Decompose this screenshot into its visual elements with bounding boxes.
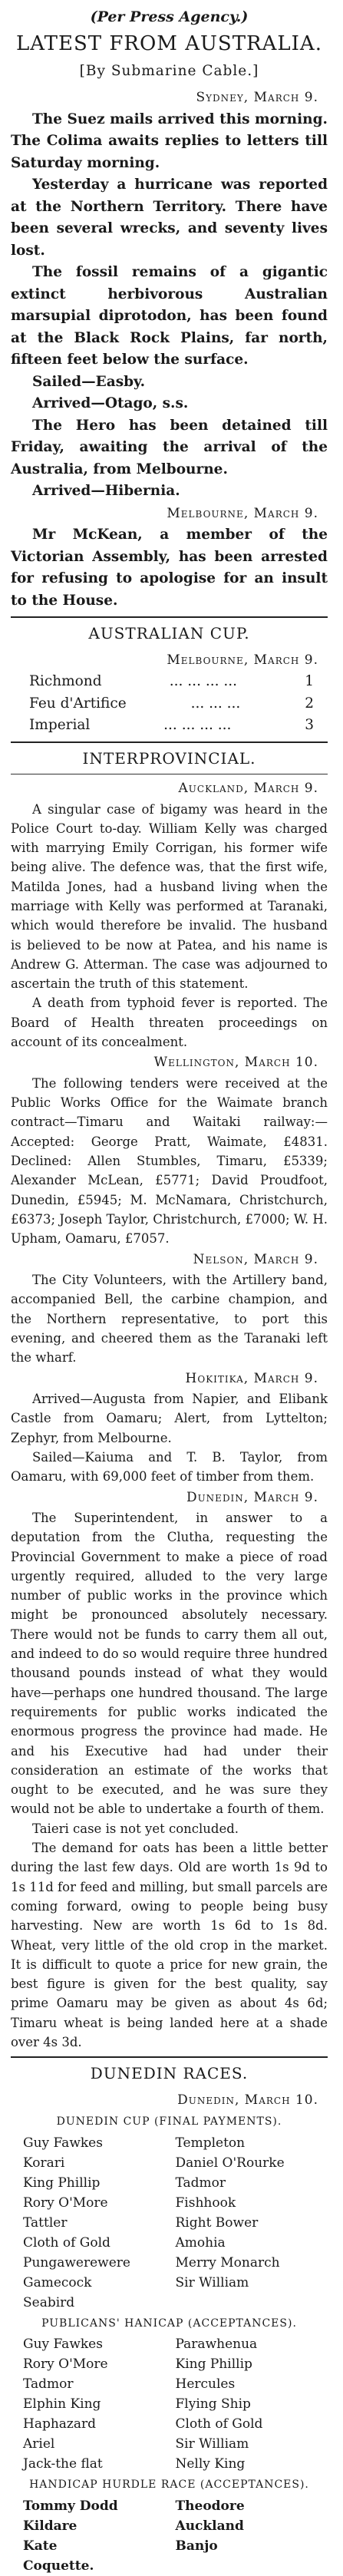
horse-name: Sir William: [175, 2436, 249, 2452]
dateline: Dunedin, March 9.: [186, 1489, 318, 1505]
cup-placing-row: [11, 693, 328, 715]
news-paragraph: Sailed—Easby.: [32, 373, 146, 390]
horse-name: Seabird: [23, 2294, 75, 2310]
horse-name: Banjo: [175, 2538, 218, 2554]
horse-name: Guy Fawkes: [23, 2337, 103, 2353]
news-paragraph: Arrived—Hibernia.: [32, 483, 180, 499]
race-heading: PUBLICANS' HANICAP (ACCEPTANCES).: [41, 2317, 297, 2330]
horse-name: Tadmor: [23, 2376, 74, 2393]
divider: [11, 2056, 328, 2058]
horse-name: Flying Ship: [175, 2396, 251, 2413]
cup-placings: [11, 671, 328, 737]
news-paragraph: A death from typhoid fever is reported. The Board of Health threaten proceedings on account of its concealment.: [11, 996, 328, 1050]
news-paragraph: The Suez mails arrived this morning. The Colima awaits replies to letters till Saturday morning.: [11, 111, 328, 171]
news-paragraph: The City Volunteers, with the Artillery band, accompanied Bell, the carbine champion, and the Northern representative, to port this evening, and cheered them as the Taranaki left the wharf.: [11, 1273, 328, 1366]
horse-name: Gamecock: [23, 2274, 92, 2290]
subheadline: [By Submarine Cable.]: [79, 62, 259, 79]
horse-name: Fishhook: [175, 2195, 236, 2211]
horse-name: Nelly King: [175, 2456, 246, 2472]
news-paragraph: Mr McKean, a member of the Victorian Assembly, has been arrested for refusing to apologise for an insult to the House.: [11, 527, 328, 609]
dateline: Hokitika, March 9.: [185, 1370, 318, 1386]
horse-name: [176, 2293, 328, 2313]
news-paragraph: A singular case of bigamy was heard in the Police Court to-day. William Kelly was charged with marrying Emily Corrigan, his former wife being alive. The defence was, that the first wife, Matilda Jones, had a husband living when the marriage with Kelly was performed at Taranaki, which would therefore be invalid. The husband is believed to be now at Patea, and his name is Andrew G. Atterman. The case was adjourned to ascertain the truth of this statement.: [11, 801, 328, 992]
cup-placing-row: [11, 715, 328, 737]
horse-name: Daniel O'Rourke: [175, 2155, 285, 2171]
races-dateline: Dunedin, March 10.: [177, 2092, 318, 2108]
horse-name: Cloth of Gold: [175, 2416, 263, 2432]
horse-name: [176, 2556, 328, 2576]
horse-name: Ariel: [23, 2436, 55, 2452]
news-paragraph: Sailed—Kaiuma and T. B. Taylor, from Oamaru, with 69,000 feet of timber from them.: [11, 1449, 328, 1485]
headline: LATEST FROM AUSTRALIA.: [16, 31, 322, 55]
horse-name: Auckland: [175, 2518, 244, 2534]
race-heading: HANDICAP HURDLE RACE (ACCEPTANCES).: [29, 2479, 309, 2492]
race-horse-list: [11, 2334, 328, 2474]
dateline: Sydney, March 9.: [196, 90, 318, 105]
cup-placing-pos: 1: [305, 673, 314, 689]
race-horse-list: [11, 2496, 328, 2576]
news-paragraph: Arrived—Otago, s.s.: [32, 395, 189, 411]
news-paragraph: The demand for oats has been a little better during the last few days. Old are worth 1s 9d to 1s 11d for feed and milling, but small parcels are coming forward, owing to people being busy harvesting. New are worth 1s 6d to 1s 8d. Wheat, very little of the old crop in the market. It is difficult to quote a price for new grain, the best figure is given for the best quality, say prime Oamaru may be given as about 4s 6d; Timaru wheat is being landed here at a shade over 4s 3d.: [11, 1841, 328, 2050]
horse-name: Jack-the flat: [23, 2456, 103, 2472]
dateline: Melbourne, March 9.: [167, 505, 318, 521]
horse-name: Hercules: [175, 2376, 236, 2393]
cup-placing-name: Feu d'Artifice: [29, 695, 127, 712]
horse-name: Theodore: [175, 2498, 245, 2514]
horse-name: Elphin King: [23, 2396, 101, 2413]
horse-name: Right Bower: [175, 2214, 259, 2231]
cup-placing-name: Imperial: [29, 717, 91, 733]
news-paragraph: The following tenders were received at the Public Works Office for the Waimate branch contract—Timaru and Waitaki railway:—Accepted: George Pratt, Waimate, £4831. Declined: Allen Stumbles, Timaru, £5339; Alexander McLean, £5771; David Proudfoot, Dunedin, £5945; M. McNamara, Christchurch, £6373; Joseph Taylor, Christchurch, £7000; W. H. Upham, Oamaru, £7057.: [11, 1075, 328, 1247]
races-title: DUNEDIN RACES.: [90, 2064, 249, 2083]
cup-placing-pos: 3: [305, 717, 314, 733]
dateline: Wellington, March 10.: [153, 1055, 318, 1071]
horse-name: Kate: [23, 2538, 58, 2554]
horse-name: King Phillip: [23, 2175, 101, 2191]
australia-news: [11, 87, 328, 612]
interprovincial-title: INTERPROVINCIAL.: [82, 748, 256, 768]
cup-placing-dots: ... ... ... ...: [163, 717, 232, 733]
horse-name: Templeton: [175, 2135, 246, 2151]
news-paragraph: The Superintendent, in answer to a deputation from the Clutha, requesting the Provincial Government to make a piece of road urgently required, alluded to the very large number of public works in the province which might be pronounced absolutely necessary. There would not be funds to carry them all out, and indeed to do so would require three hundred thousand pounds instead of what they would have—perhaps one hundred thousand. The large requirements for public works indicated the enormous progress the province had made. He and his Executive had had under their consideration an estimate of the works that ought to be executed, and he was sure they would not be able to undertake a fourth of them.: [11, 1511, 328, 1817]
divider: [11, 741, 328, 743]
horse-name: Tommy Dodd: [23, 2498, 118, 2514]
horse-name: Rory O'More: [23, 2195, 108, 2211]
divider: [11, 616, 328, 618]
cup-title: AUSTRALIAN CUP.: [88, 624, 250, 642]
horse-name: Merry Monarch: [175, 2254, 280, 2271]
horse-name: Kildare: [23, 2518, 78, 2534]
cup-placing-row: [11, 671, 328, 693]
news-paragraph: Yesterday a hurricane was reported at the Northern Territory. There have been several wrecks, and seventy lives lost.: [11, 177, 328, 259]
horse-name: Parawhenua: [175, 2337, 258, 2353]
horse-name: Cloth of Gold: [23, 2234, 110, 2251]
horse-name: Guy Fawkes: [23, 2135, 103, 2151]
dateline: Nelson, March 9.: [193, 1251, 318, 1267]
agency-credit: (Per Press Agency.): [90, 8, 249, 25]
horse-name: Tattler: [23, 2214, 68, 2231]
news-paragraph: Arrived—Augusta from Napier, and Elibank Castle from Oamaru; Alert, from Lyttelton; Zephyr, from Melbourne.: [11, 1392, 328, 1445]
cup-placing-dots: ... ... ... ...: [169, 673, 237, 689]
horse-name: Pungawerewere: [23, 2254, 130, 2271]
horse-name: Sir William: [175, 2274, 249, 2290]
cup-placing-pos: 2: [305, 695, 314, 712]
horse-name: Rory O'More: [23, 2356, 108, 2373]
horse-name: Coquette.: [23, 2558, 94, 2574]
race-fields: [11, 2111, 328, 2576]
news-paragraph: The Hero has been detained till Friday, awaiting the arrival of the Australia, from Melbourne.: [11, 417, 328, 477]
cup-placing-name: Richmond: [29, 673, 102, 689]
race-horse-list: [11, 2133, 328, 2313]
cup-placing-dots: ... ... ...: [190, 695, 241, 712]
horse-name: Amohia: [175, 2234, 226, 2251]
horse-name: Haphazard: [23, 2416, 97, 2432]
dateline: Auckland, March 9.: [178, 781, 318, 796]
interprovincial-news: [11, 778, 328, 2052]
cup-dateline: Melbourne, March 9.: [167, 652, 318, 668]
horse-name: King Phillip: [175, 2356, 252, 2373]
news-paragraph: Taieri case is not yet concluded.: [32, 1821, 239, 1836]
horse-name: Korari: [23, 2155, 65, 2171]
news-paragraph: The fossil remains of a gigantic extinct herbivorous Australian marsupial diprotodon, has been found at the Black Rock Plains, far north, fifteen feet below the surface.: [11, 264, 328, 368]
race-heading: DUNEDIN CUP (FINAL PAYMENTS).: [56, 2115, 282, 2129]
horse-name: Tadmor: [175, 2175, 226, 2191]
